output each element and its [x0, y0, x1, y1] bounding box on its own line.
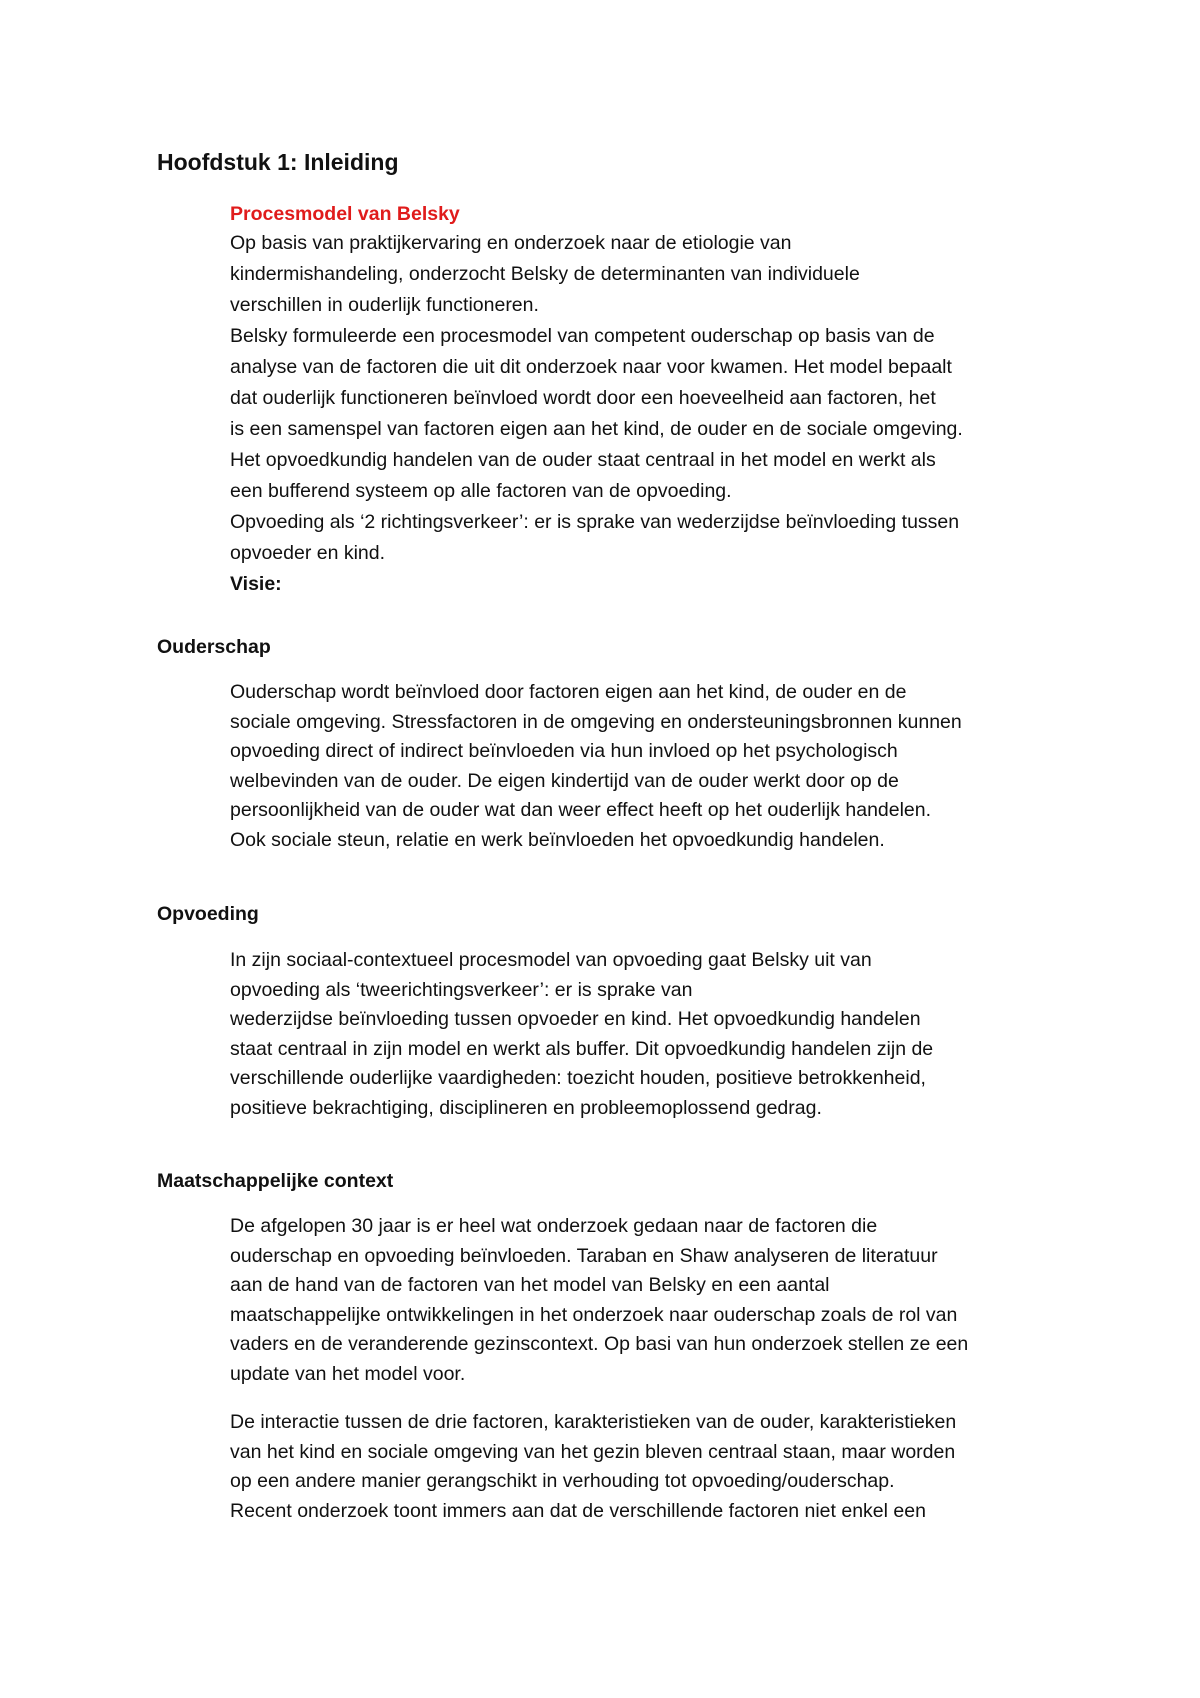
maatschappelijke-context-heading: Maatschappelijke context: [157, 1170, 394, 1192]
paragraph-line: dat ouderlijk functioneren beïnvloed wordt door een hoeveelheid aan factoren, het: [230, 387, 936, 409]
paragraph-line: welbevinden van de ouder. De eigen kindertijd van de ouder werkt door op de: [230, 769, 899, 792]
paragraph-line: In zijn sociaal-contextueel procesmodel van opvoeding gaat Belsky uit van: [230, 949, 872, 971]
paragraph-line: opvoeding direct of indirect beïnvloeden via hun invloed op het psychologisch: [230, 740, 898, 762]
paragraph-line: Belsky formuleerde een procesmodel van competent ouderschap op basis van de: [230, 325, 935, 347]
opvoeding-paragraph: [230, 946, 1110, 1123]
paragraph-line: staat centraal in zijn model en werkt als buffer. Dit opvoedkundig handelen zijn de: [230, 1037, 934, 1060]
paragraph-line: Op basis van praktijkervaring en onderzoek naar de etiologie van: [230, 232, 792, 254]
paragraph-line: analyse van de factoren die uit dit onderzoek naar voor kwamen. Het model bepaalt: [230, 356, 952, 378]
paragraph-line: Het opvoedkundig handelen van de ouder staat centraal in het model en werkt als: [230, 449, 936, 471]
paragraph-line: positieve bekrachtiging, disciplineren en probleemoplossend gedrag.: [230, 1096, 822, 1119]
paragraph-line: persoonlijkheid van de ouder wat dan weer effect heeft op het ouderlijk handelen.: [230, 799, 932, 821]
paragraph-line: verschillende ouderlijke vaardigheden: toezicht houden, positieve betrokkenheid,: [230, 1067, 926, 1089]
paragraph-line: vaders en de veranderende gezinscontext. Op basi van hun onderzoek stellen ze een: [230, 1333, 969, 1355]
paragraph-line: wederzijdse beïnvloeding tussen opvoeder en kind. Het opvoedkundig handelen: [230, 1008, 921, 1030]
paragraph-line: kindermishandeling, onderzocht Belsky de determinanten van individuele: [230, 263, 860, 285]
paragraph-line: opvoeder en kind.: [230, 542, 386, 564]
paragraph-line: is een samenspel van factoren eigen aan het kind, de ouder en de sociale omgeving.: [230, 418, 963, 440]
opvoeding-heading: Opvoeding: [157, 903, 259, 925]
ouderschap-heading: Ouderschap: [157, 636, 271, 658]
ouderschap-paragraph: [230, 678, 1110, 855]
maatschappelijk-paragraph-2: [230, 1408, 1110, 1526]
paragraph-line: De interactie tussen de drie factoren, karakteristieken van de ouder, karakteristieken: [230, 1411, 957, 1433]
paragraph-line: Ook sociale steun, relatie en werk beïnvloeden het opvoedkundig handelen.: [230, 828, 885, 851]
paragraph-line: De afgelopen 30 jaar is er heel wat onderzoek gedaan naar de factoren die: [230, 1215, 878, 1237]
paragraph-line: opvoeding als ‘tweerichtingsverkeer’: er is sprake van: [230, 978, 693, 1001]
paragraph-line: Ouderschap wordt beïnvloed door factoren eigen aan het kind, de ouder en de: [230, 681, 907, 703]
paragraph-line: van het kind en sociale omgeving van het gezin bleven centraal staan, maar worden: [230, 1440, 956, 1463]
paragraph-line: Opvoeding als ‘2 richtingsverkeer’: er is sprake van wederzijdse beïnvloeding tussen: [230, 511, 960, 533]
paragraph-line: update van het model voor.: [230, 1362, 466, 1385]
maatschappelijk-paragraph-1: [230, 1212, 1110, 1389]
paragraph-line: ouderschap en opvoeding beïnvloeden. Taraban en Shaw analyseren de literatuur: [230, 1244, 938, 1267]
procesmodel-title: Procesmodel van Belsky: [230, 203, 460, 225]
paragraph-line: aan de hand van de factoren van het model van Belsky en een aantal: [230, 1274, 830, 1296]
paragraph-line: op een andere manier gerangschikt in verhouding tot opvoeding/ouderschap.: [230, 1470, 895, 1492]
paragraph-line: Recent onderzoek toont immers aan dat de verschillende factoren niet enkel een: [230, 1499, 926, 1522]
chapter-title: Hoofdstuk 1: Inleiding: [157, 149, 399, 175]
procesmodel-section: [230, 200, 1110, 600]
paragraph-line: verschillen in ouderlijk functioneren.: [230, 294, 539, 316]
visie-label: Visie:: [230, 573, 282, 595]
paragraph-line: een bufferend systeem op alle factoren van de opvoeding.: [230, 480, 732, 502]
paragraph-line: maatschappelijke ontwikkelingen in het onderzoek naar ouderschap zoals de rol van: [230, 1303, 958, 1326]
paragraph-line: sociale omgeving. Stressfactoren in de omgeving en ondersteuningsbronnen kunnen: [230, 710, 962, 733]
